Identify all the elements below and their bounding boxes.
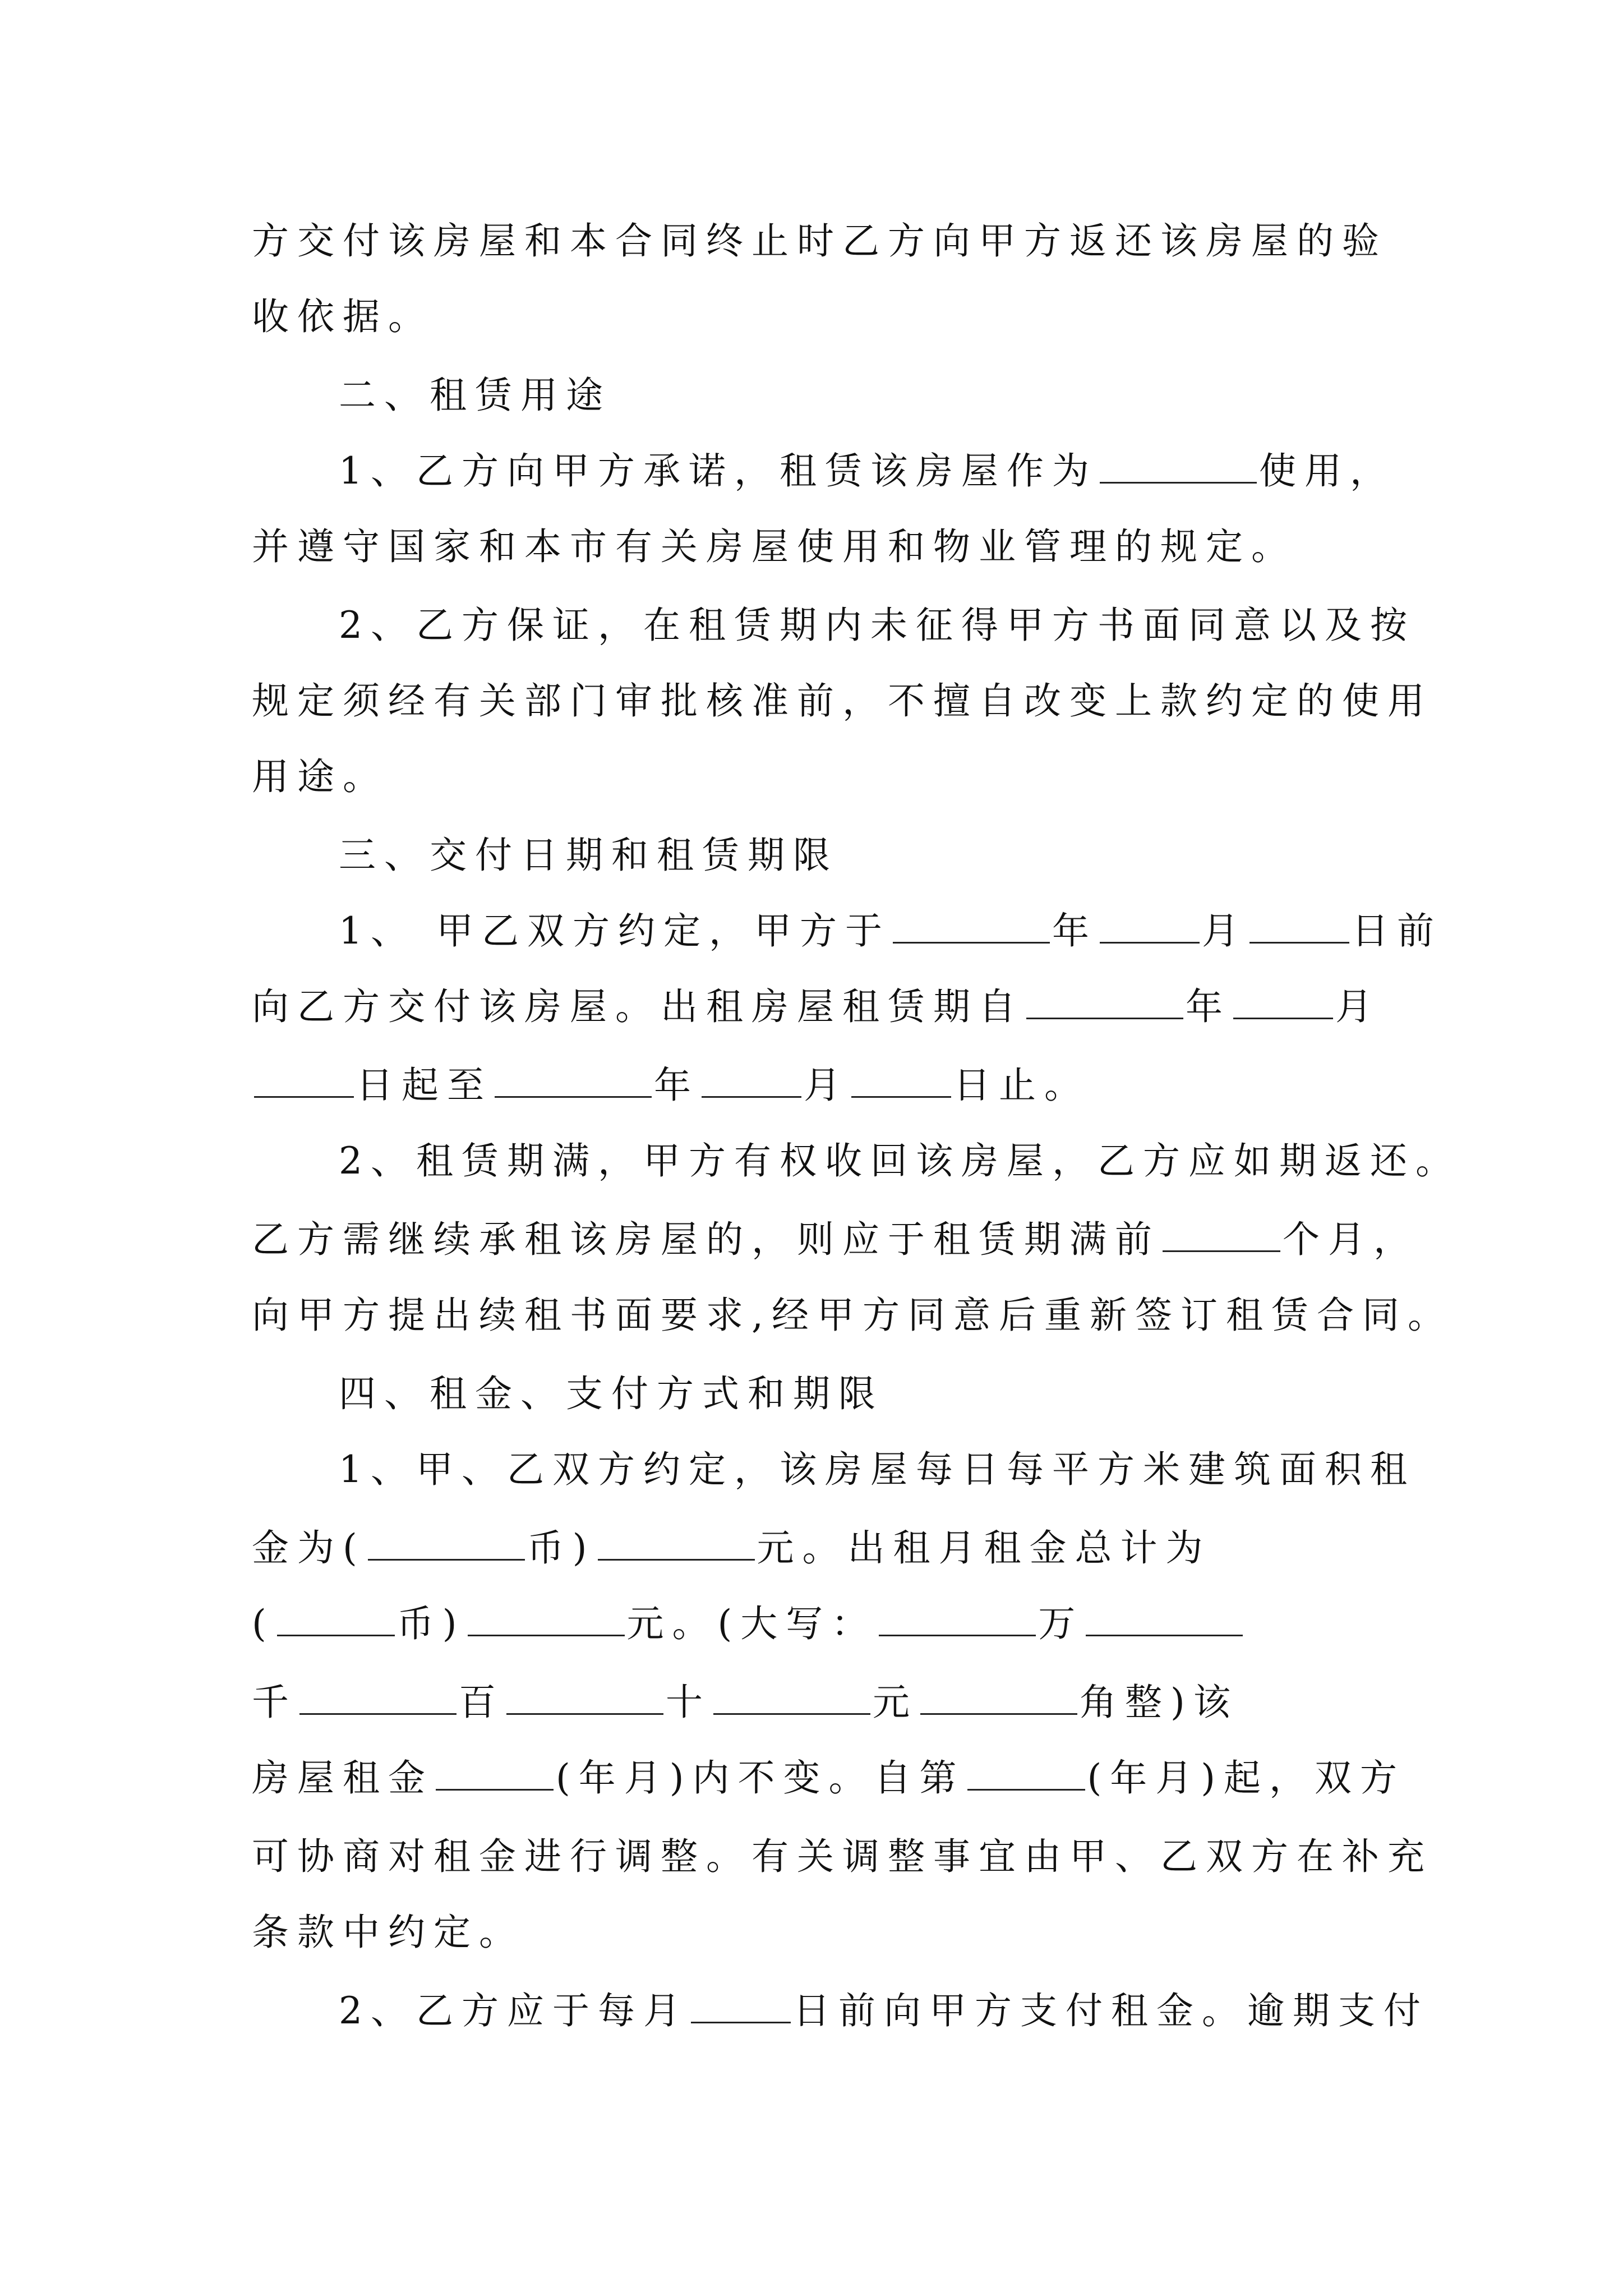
fill-blank [967, 1788, 1085, 1791]
fill-blank [851, 1096, 951, 1098]
section-heading: 三、交付日期和租赁期限 [339, 834, 838, 877]
fill-blank [277, 1634, 395, 1636]
paragraph-line: 方交付该房屋和本合同终止时乙方向甲方返还该房屋的验 [252, 219, 1387, 263]
paragraph-line: 条款中约定。 [252, 1911, 524, 1954]
fill-blank [299, 1713, 457, 1715]
fill-blank [436, 1788, 554, 1791]
fill-blank [254, 1096, 354, 1098]
fill-blank [702, 1096, 801, 1098]
fill-blank [893, 941, 1050, 944]
paragraph-line: 向甲方提出续租书面要求,经甲方同意后重新签订租赁合同。 [252, 1294, 1453, 1337]
fill-blank [495, 1096, 652, 1098]
fill-blank [1100, 481, 1257, 484]
paragraph-line: 可协商对租金进行调整。有关调整事宜由甲、乙双方在补充 [252, 1835, 1433, 1878]
fill-blank [691, 2021, 791, 2023]
fill-blank [879, 1634, 1036, 1636]
fill-blank [1163, 1250, 1280, 1252]
paragraph-line: 乙方需继续承租该房屋的，则应于租赁期满前 个月， [252, 1218, 1419, 1261]
fill-blank [1233, 1017, 1333, 1019]
fill-blank [598, 1558, 755, 1561]
paragraph-line: 向乙方交付该房屋。出租房屋租赁期自 年 月 [252, 985, 1381, 1028]
fill-blank [1249, 941, 1349, 944]
fill-blank [506, 1713, 663, 1715]
fill-blank [1100, 941, 1200, 944]
paragraph-line: 日起至 年 月 日止。 [252, 1060, 1090, 1111]
paragraph-line: 2、乙方保证，在租赁期内未征得甲方书面同意以及按 [339, 604, 1415, 647]
paragraph-line: 并遵守国家和本市有关房屋使用和物业管理的规定。 [252, 525, 1297, 568]
section-heading: 四、租金、支付方式和期限 [339, 1372, 884, 1415]
paragraph-line: ( 币) 元。(大写： 万 [252, 1599, 1245, 1649]
fill-blank [1086, 1634, 1243, 1636]
paragraph-line: 2、租赁期满，甲方有权收回该房屋，乙方应如期返还。 [339, 1139, 1461, 1182]
paragraph-line: 千 百 十 元 角整)该 [252, 1681, 1239, 1724]
paragraph-line: 1、甲、乙双方约定，该房屋每日每平方米建筑面积租 [339, 1448, 1415, 1491]
paragraph-line: 2、乙方应于每月 日前向甲方支付租金。逾期支付 [339, 1989, 1429, 2032]
paragraph-line: 1、 甲乙双方约定，甲方于 年 月 日前 [339, 909, 1442, 953]
paragraph-line: 金为( 币) 元。出租月租金总计为 [252, 1526, 1211, 1570]
paragraph-line: 用途。 [252, 755, 388, 798]
fill-blank [368, 1558, 525, 1561]
fill-blank [1026, 1017, 1183, 1019]
fill-blank [713, 1713, 870, 1715]
paragraph-line: 规定须经有关部门审批核准前，不擅自改变上款约定的使用 [252, 679, 1433, 723]
fill-blank [920, 1713, 1077, 1715]
fill-blank [468, 1634, 625, 1636]
paragraph-line: 房屋租金 (年月)内不变。自第 (年月)起，双方 [252, 1756, 1405, 1800]
paragraph-line: 收依据。 [252, 295, 434, 338]
paragraph-line: 1、乙方向甲方承诺，租赁该房屋作为 使用， [339, 449, 1395, 493]
section-heading: 二、租赁用途 [339, 374, 611, 417]
